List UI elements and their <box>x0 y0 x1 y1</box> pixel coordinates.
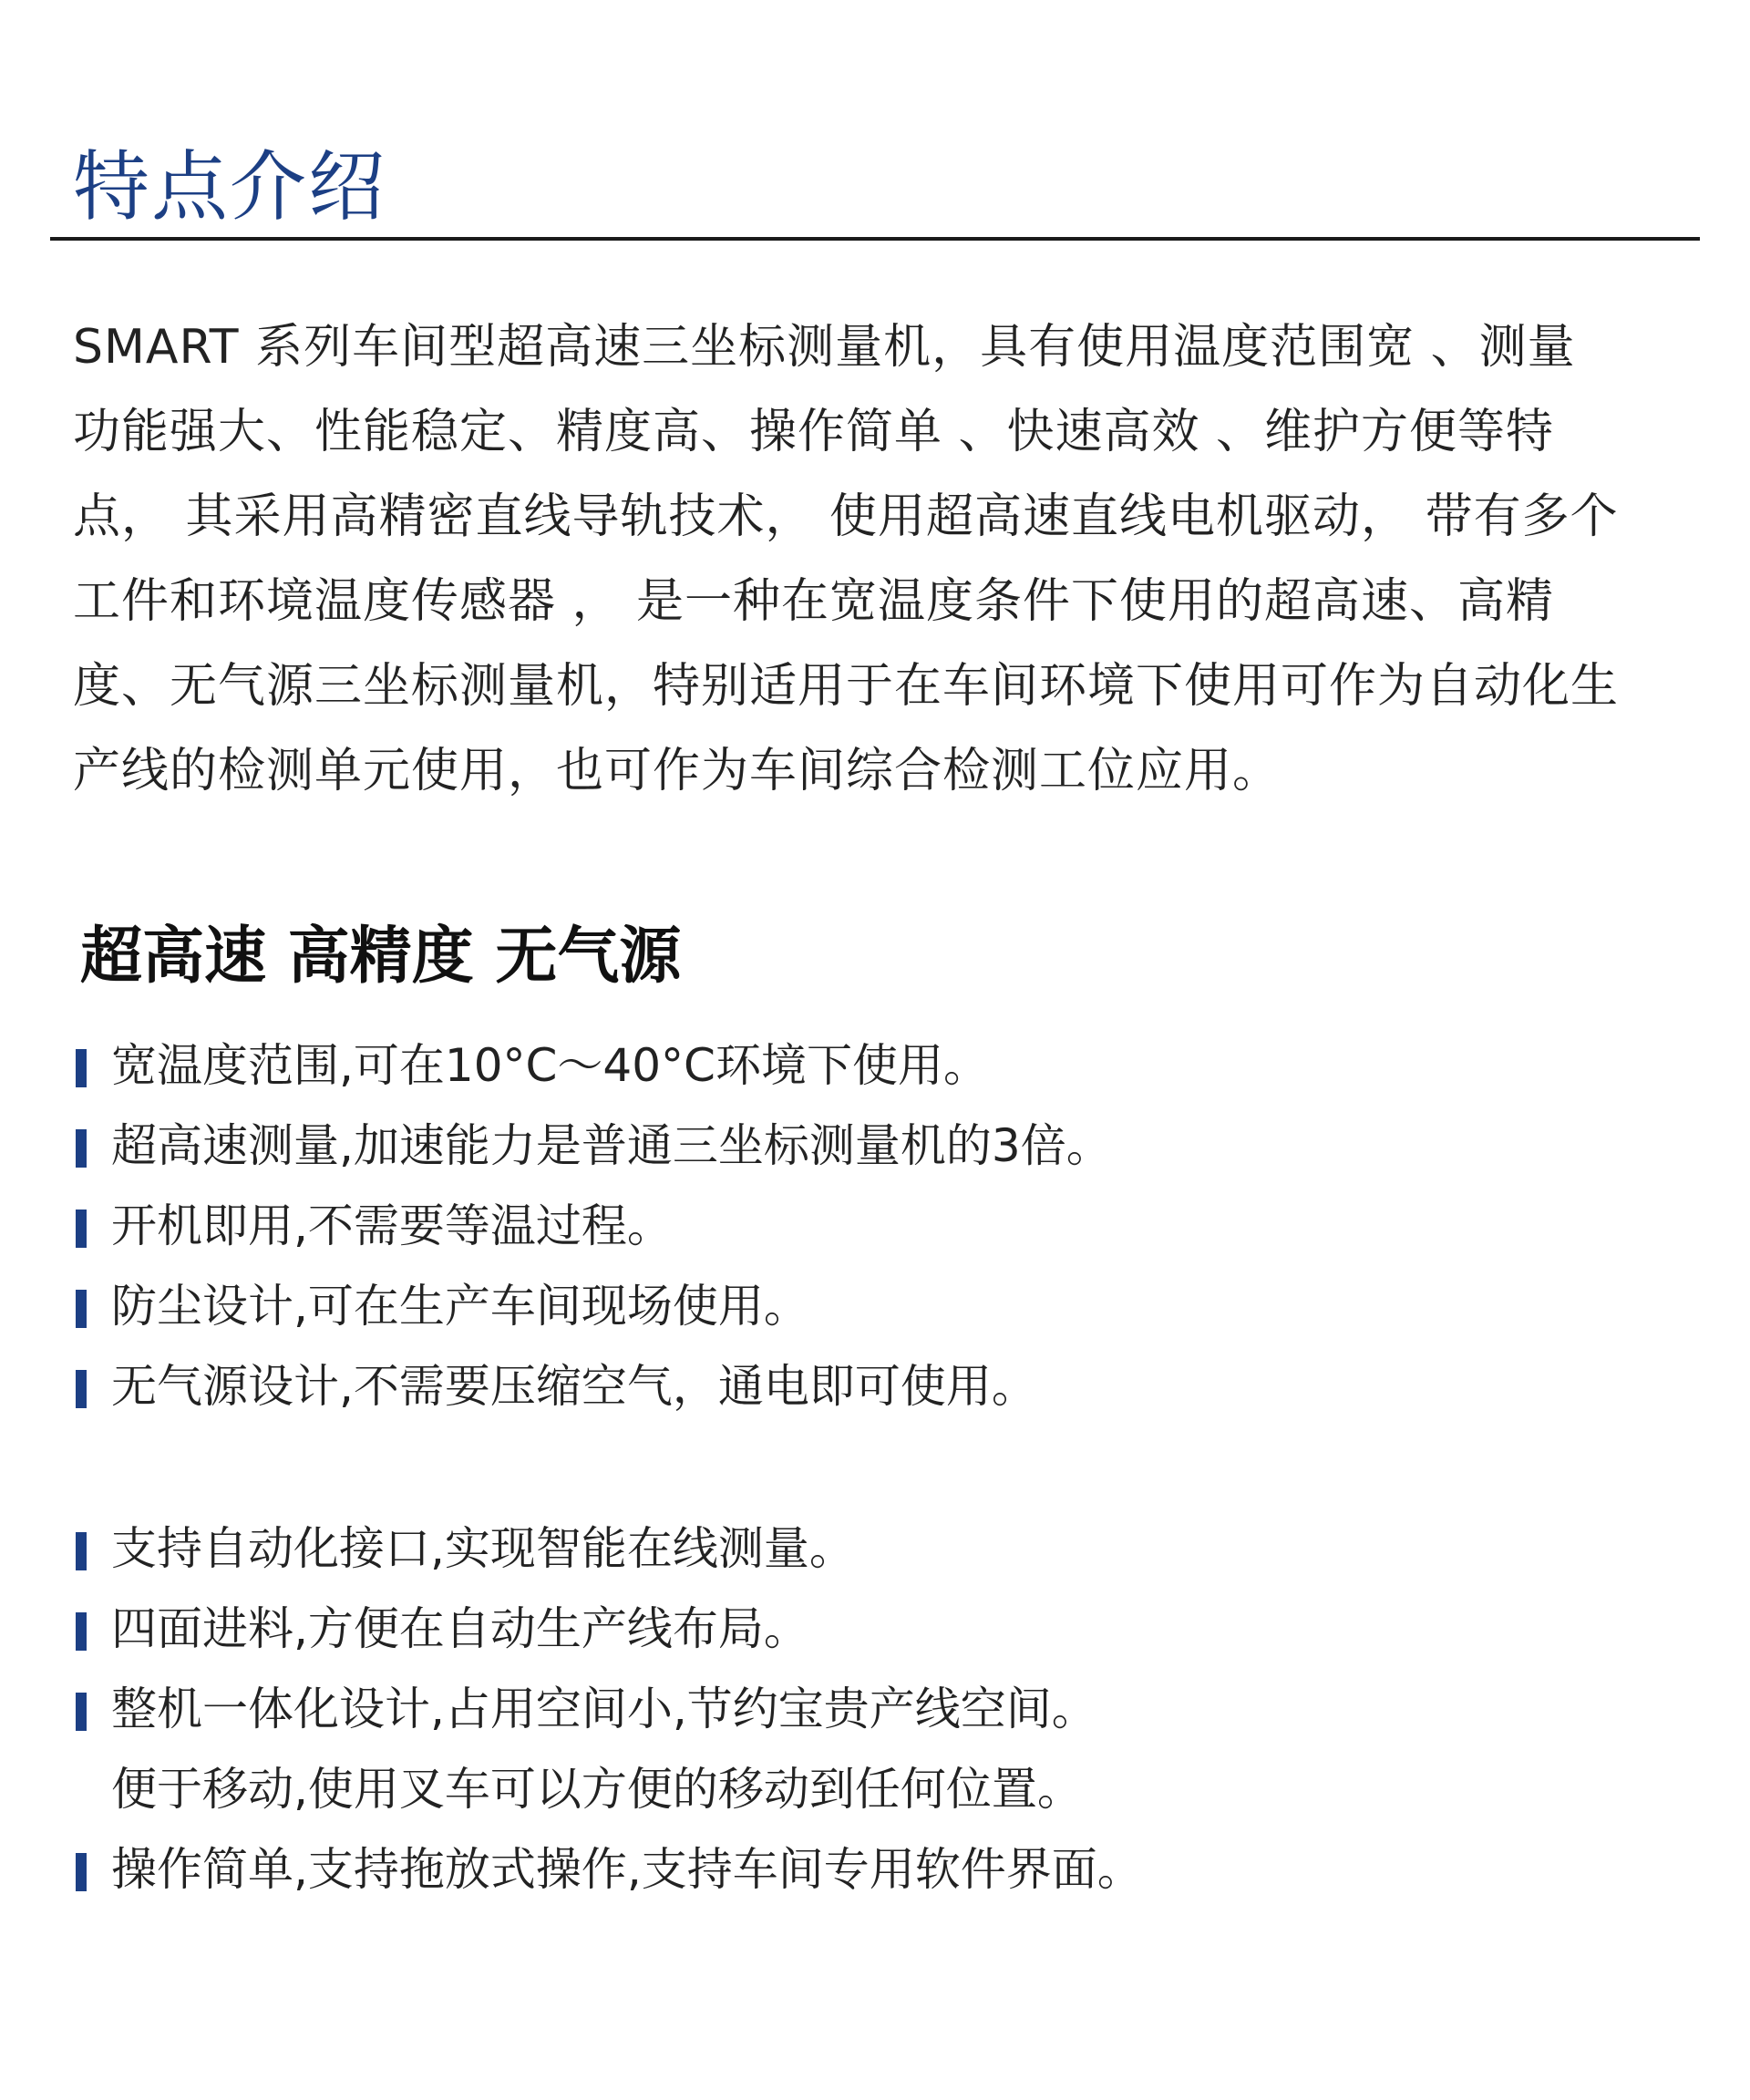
feature-text: 四面进料,方便在自动生产线布局。 <box>111 1602 809 1655</box>
feature-item <box>73 1829 1695 1910</box>
feature-item-continuation <box>73 1749 1695 1829</box>
feature-text: 开机即用,不需要等温过程。 <box>111 1199 673 1252</box>
bullet-bar-icon <box>76 1853 87 1891</box>
feature-text: 宽温度范围,可在10°C～40°C环境下使用。 <box>111 1039 989 1092</box>
page-title: 特点介绍 <box>73 142 387 232</box>
feature-item <box>73 1025 1695 1106</box>
bullet-bar-icon <box>76 1129 87 1168</box>
feature-text: 整机一体化设计,占用空间小,节约宝贵产线空间。 <box>111 1683 1097 1735</box>
feature-item <box>73 1508 1695 1589</box>
feature-item <box>73 1669 1695 1749</box>
bullet-bar-icon <box>76 1370 87 1408</box>
feature-item <box>73 1346 1695 1426</box>
feature-text: 防尘设计,可在生产车间现场使用。 <box>111 1280 809 1333</box>
feature-item <box>73 1266 1695 1346</box>
feature-text: 支持自动化接口,实现智能在线测量。 <box>111 1522 855 1575</box>
features-heading: 超高速 高精度 无气源 <box>80 921 682 993</box>
title-divider <box>50 237 1700 241</box>
feature-list <box>73 1025 1695 1910</box>
feature-text: 操作简单,支持拖放式操作,支持车间专用软件界面。 <box>111 1843 1143 1896</box>
intro-paragraph: SMART 系列车间型超高速三坐标测量机，具有使用温度范围宽 、测量功能强大、性能稳定、精度高、操作简单 、快速高效 、维护方便等特点， 其采用高精密直线导轨技术， 使用超高速直线电机驱动， 带有多个工件和环境温度传感器 ， 是一种在宽温度条件下使用的超高速、高精度、无气源三坐标测量机，特别适用于在车间环境下使用可作为自动化生产线的检测单元使用，也可作为车间综合检测工位应用。 <box>73 320 1620 798</box>
bullet-bar-icon <box>76 1290 87 1328</box>
bullet-bar-icon <box>76 1693 87 1731</box>
bullet-bar-icon <box>76 1049 87 1087</box>
feature-item <box>73 1106 1695 1186</box>
feature-text: 便于移动,使用叉车可以方便的移动到任何位置。 <box>111 1763 1083 1816</box>
bullet-bar-icon <box>76 1612 87 1651</box>
bullet-bar-icon <box>76 1210 87 1248</box>
feature-text: 超高速测量,加速能力是普通三坐标测量机的3倍。 <box>111 1119 1112 1172</box>
feature-text: 无气源设计,不需要压缩空气，通电即可使用。 <box>111 1360 1037 1413</box>
bullet-bar-icon <box>76 1532 87 1570</box>
feature-item <box>73 1186 1695 1266</box>
feature-item <box>73 1589 1695 1669</box>
